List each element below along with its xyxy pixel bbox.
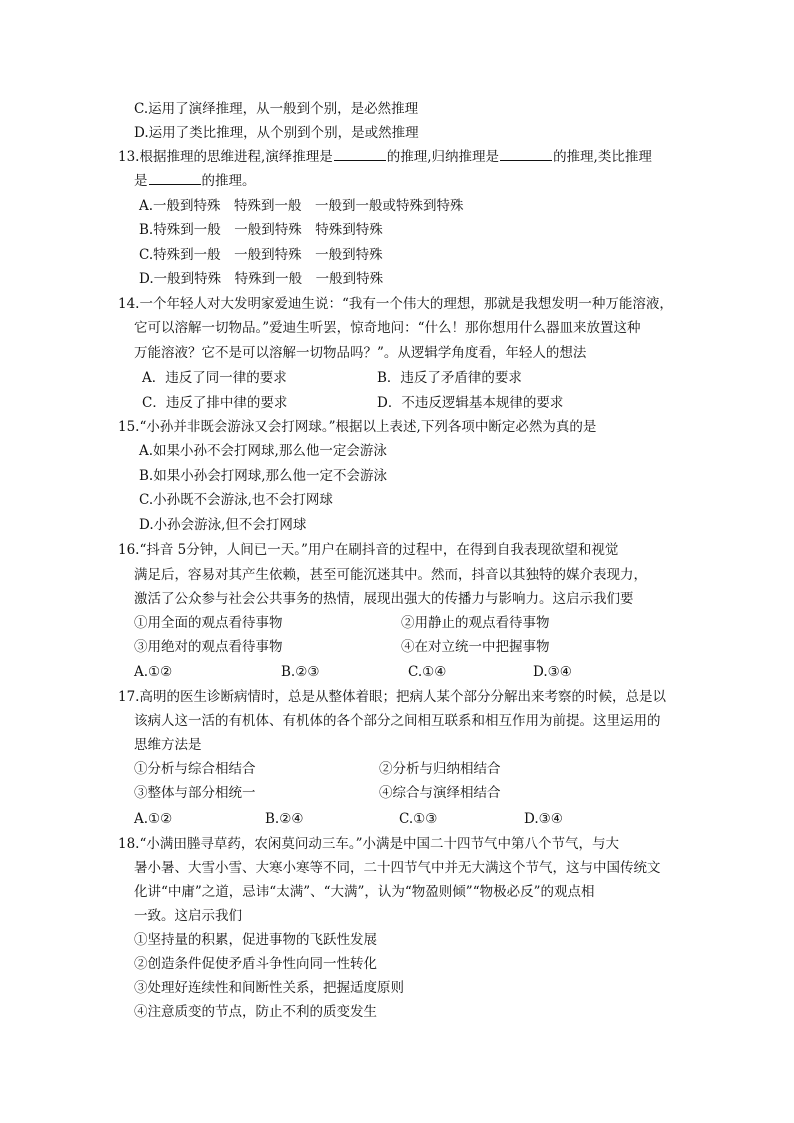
q16-item-3: ③用绝对的观点看待事物 <box>134 639 283 655</box>
q16-option-c: C.①④ <box>408 664 447 680</box>
q15-option-d: D.小孙会游泳,但不会打网球 <box>139 517 307 533</box>
q17-option-d: D.③④ <box>524 811 563 827</box>
q16-option-a: A.①② <box>134 664 173 680</box>
q15-option-c: C.小孙既不会游泳,也不会打网球 <box>139 492 333 508</box>
q13-option-d: D.一般到特殊 特殊到一般 一般到特殊 <box>139 271 384 287</box>
q18-item-1: ①坚持量的积累，促进事物的飞跃性发展 <box>134 932 377 948</box>
answer-blank <box>500 148 552 161</box>
q17-item-2: ②分析与归纳相结合 <box>379 761 501 777</box>
q16-stem-line3: 激活了公众参与社会公共事务的热情，展现出强大的传播力与影响力。这启示我们要 <box>134 591 634 607</box>
q16-option-d: D.③④ <box>533 664 572 680</box>
q18-stem-line3: 化讲“中庸”之道，忌讳“太满”、“大满”，认为“物盈则倾”“物极必反”的观点相 <box>134 884 595 900</box>
q13-option-b: B.特殊到一般 一般到特殊 特殊到特殊 <box>139 222 383 238</box>
q17-option-a: A.①② <box>134 811 173 827</box>
q18-item-4: ④注意质变的节点，防止不利的质变发生 <box>134 1004 377 1020</box>
q13-stem-part: 13.根据推理的思维进程,演绎推理是 <box>118 149 333 165</box>
q17-stem-line3: 思维方法是 <box>134 737 202 753</box>
q17-stem-line2: 该病人这一活的有机体、有机体的各个部分之间相互联系和相互作用为前提。这里运用的 <box>134 713 661 729</box>
q18-stem-line1: 18.“小满田塍寻草药，农闲莫问动三车。”小满是中国二十四节气中第八个节气，与大 <box>118 836 620 852</box>
q18-stem-line4: 一致。这启示我们 <box>134 908 242 924</box>
q12-option-c: C.运用了演绎推理，从一般到个别，是必然推理 <box>134 101 419 117</box>
q14-option-a: A．违反了同一律的要求 <box>142 370 287 386</box>
q13-stem-line1 <box>118 148 652 166</box>
q14-stem-line1: 14.一个年轻人对大发明家爱迪生说：“我有一个伟大的理想，那就是我想发明一种万能溶液， <box>118 296 673 312</box>
q17-option-c: C.①③ <box>399 811 438 827</box>
q18-stem-line2: 暑小暑、大雪小雪、大寒小寒等不同，二十四节气中并无大满这个节气，这与中国传统文 <box>134 860 661 876</box>
q17-item-3: ③整体与部分相统一 <box>134 785 256 801</box>
q16-item-4: ④在对立统一中把握事物 <box>401 639 550 655</box>
q13-stem-part: 是 <box>134 173 148 189</box>
q13-option-a: A.一般到特殊 特殊到一般 一般到一般或特殊到特殊 <box>139 198 464 214</box>
q16-item-2: ②用静止的观点看待事物 <box>401 615 550 631</box>
answer-blank <box>149 172 201 185</box>
q13-stem-part: 的推理,归纳推理是 <box>386 149 500 165</box>
q17-option-b: B.②④ <box>265 811 304 827</box>
q18-item-3: ③处理好连续性和间断性关系，把握适度原则 <box>134 980 404 996</box>
q15-option-b: B.如果小孙会打网球,那么他一定不会游泳 <box>139 468 388 484</box>
answer-blank <box>334 148 386 161</box>
q15-stem-line1: 15.“小孙并非既会游泳又会打网球。”根据以上表述,下列各项中断定必然为真的是 <box>118 419 597 435</box>
q16-stem-line1: 16.“抖音 5分钟，人间已一天。”用户在刷抖音的过程中，在得到自我表现欲望和视觉 <box>118 542 619 558</box>
q15-option-a: A.如果小孙不会打网球,那么他一定会游泳 <box>139 443 387 459</box>
q13-stem-line2 <box>134 172 256 190</box>
q16-option-b: B.②③ <box>281 664 320 680</box>
q14-option-d: D．不违反逻辑基本规律的要求 <box>377 395 564 411</box>
q14-stem-line3: 万能溶液？它不是可以溶解一切物品吗？”。从逻辑学角度看，年轻人的想法 <box>134 345 587 361</box>
q17-item-1: ①分析与综合相结合 <box>134 761 256 777</box>
q17-item-4: ④综合与演绎相结合 <box>379 785 501 801</box>
q18-item-2: ②创造条件促使矛盾斗争性向同一性转化 <box>134 956 377 972</box>
q17-stem-line1: 17.高明的医生诊断病情时，总是从整体着眼；把病人某个部分分解出来考察的时候，总是以 <box>118 689 666 705</box>
q13-option-c: C.特殊到一般 一般到特殊 一般到特殊 <box>139 247 383 263</box>
q14-option-c: C．违反了排中律的要求 <box>142 395 288 411</box>
q14-stem-line2: 它可以溶解一切物品。”爱迪生听罢，惊奇地问：“什么！那你想用什么器皿来放置这种 <box>134 320 641 336</box>
q14-option-b: B．违反了矛盾律的要求 <box>377 370 522 386</box>
q16-item-1: ①用全面的观点看待事物 <box>134 615 283 631</box>
q16-stem-line2: 满足后，容易对其产生依赖，甚至可能沉迷其中。然而，抖音以其独特的媒介表现力， <box>134 567 647 583</box>
q13-stem-part: 的推理。 <box>201 173 256 189</box>
q12-option-d: D.运用了类比推理，从个别到个别，是或然推理 <box>134 125 419 141</box>
q13-stem-part: 的推理,类比推理 <box>553 149 652 165</box>
